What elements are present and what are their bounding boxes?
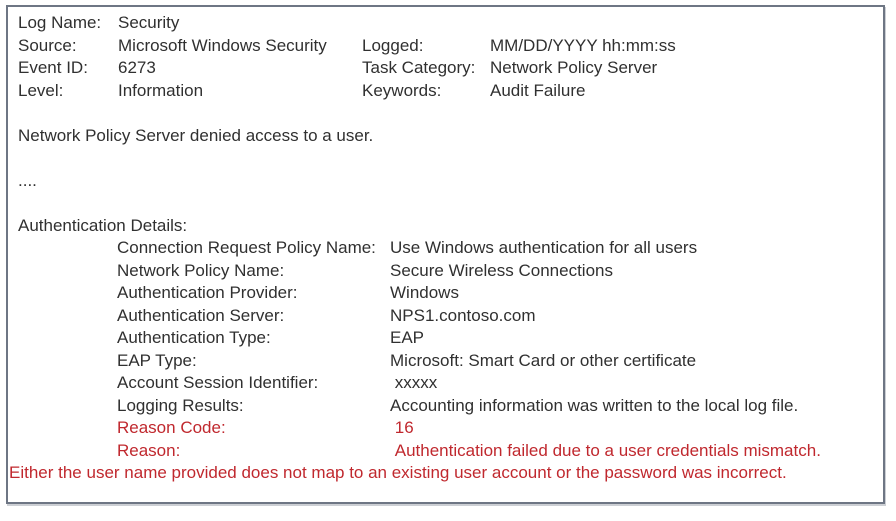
detail-value: NPS1.contoso.com xyxy=(390,305,536,325)
detail-label: Logging Results: xyxy=(117,395,244,415)
header-row-eventid-taskcategory xyxy=(18,57,873,80)
detail-value: Microsoft: Smart Card or other certificate xyxy=(390,350,697,370)
event-header xyxy=(18,12,873,102)
detail-label: Authentication Type: xyxy=(117,328,271,347)
detail-value: Secure Wireless Connections xyxy=(390,260,613,280)
detail-label: Authentication Server: xyxy=(117,305,285,325)
ellipsis-text: .... xyxy=(18,170,37,190)
detail-label: Authentication Provider: xyxy=(117,283,298,302)
keywords-value: Audit Failure xyxy=(490,80,586,100)
detail-row-authentication-provider xyxy=(18,282,873,305)
header-row-log-name xyxy=(18,12,873,35)
header-spacer xyxy=(490,12,873,35)
detail-row-authentication-type xyxy=(18,327,873,350)
detail-label: EAP Type: xyxy=(117,350,197,370)
detail-value: Accounting information was written to the local log file. xyxy=(390,395,799,415)
authentication-details-list xyxy=(18,237,873,462)
reason-code-value: 16 xyxy=(390,418,414,437)
log-name-label: Log Name: xyxy=(18,13,102,32)
task-category-label: Task Category: xyxy=(362,58,476,77)
header-spacer xyxy=(362,12,490,35)
authentication-details-heading: Authentication Details: xyxy=(18,215,188,235)
detail-label: Connection Request Policy Name: xyxy=(117,238,376,257)
detail-label: Network Policy Name: xyxy=(117,260,285,280)
logged-label: Logged: xyxy=(362,35,424,55)
detail-label: Account Session Identifier: xyxy=(117,373,319,392)
log-name-value: Security xyxy=(118,13,180,32)
level-value: Information xyxy=(118,80,204,100)
detail-value: Use Windows authentication for all users xyxy=(390,238,698,257)
event-id-value: 6273 xyxy=(118,58,156,77)
reason-label: Reason: xyxy=(117,440,181,460)
keywords-label: Keywords: xyxy=(362,80,442,100)
event-description: Network Policy Server denied access to a user. xyxy=(18,125,374,145)
detail-value: xxxxx xyxy=(390,373,438,392)
error-explanation-text: Either the user name provided does not map to an existing user account or the password was incorrect. xyxy=(9,463,787,482)
logged-value: MM/DD/YYYY hh:mm:ss xyxy=(490,35,676,55)
detail-row-account-session-identifier xyxy=(18,372,873,395)
reason-value: Authentication failed due to a user credentials mismatch. xyxy=(390,440,821,460)
header-row-source-logged xyxy=(18,35,873,58)
source-label: Source: xyxy=(18,35,77,55)
task-category-value: Network Policy Server xyxy=(490,58,658,77)
event-log-panel xyxy=(6,5,885,504)
detail-row-reason xyxy=(18,440,873,463)
detail-row-connection-request-policy xyxy=(18,237,873,260)
detail-row-network-policy-name xyxy=(18,260,873,283)
detail-value: Windows xyxy=(390,283,459,302)
reason-code-label: Reason Code: xyxy=(117,418,226,437)
detail-value: EAP xyxy=(390,328,425,347)
level-label: Level: xyxy=(18,80,64,100)
detail-row-logging-results xyxy=(18,395,873,418)
detail-row-authentication-server xyxy=(18,305,873,328)
event-id-label: Event ID: xyxy=(18,58,88,77)
header-row-level-keywords xyxy=(18,80,873,103)
detail-row-reason-code xyxy=(18,417,873,440)
detail-row-eap-type xyxy=(18,350,873,373)
source-value: Microsoft Windows Security xyxy=(118,35,327,55)
